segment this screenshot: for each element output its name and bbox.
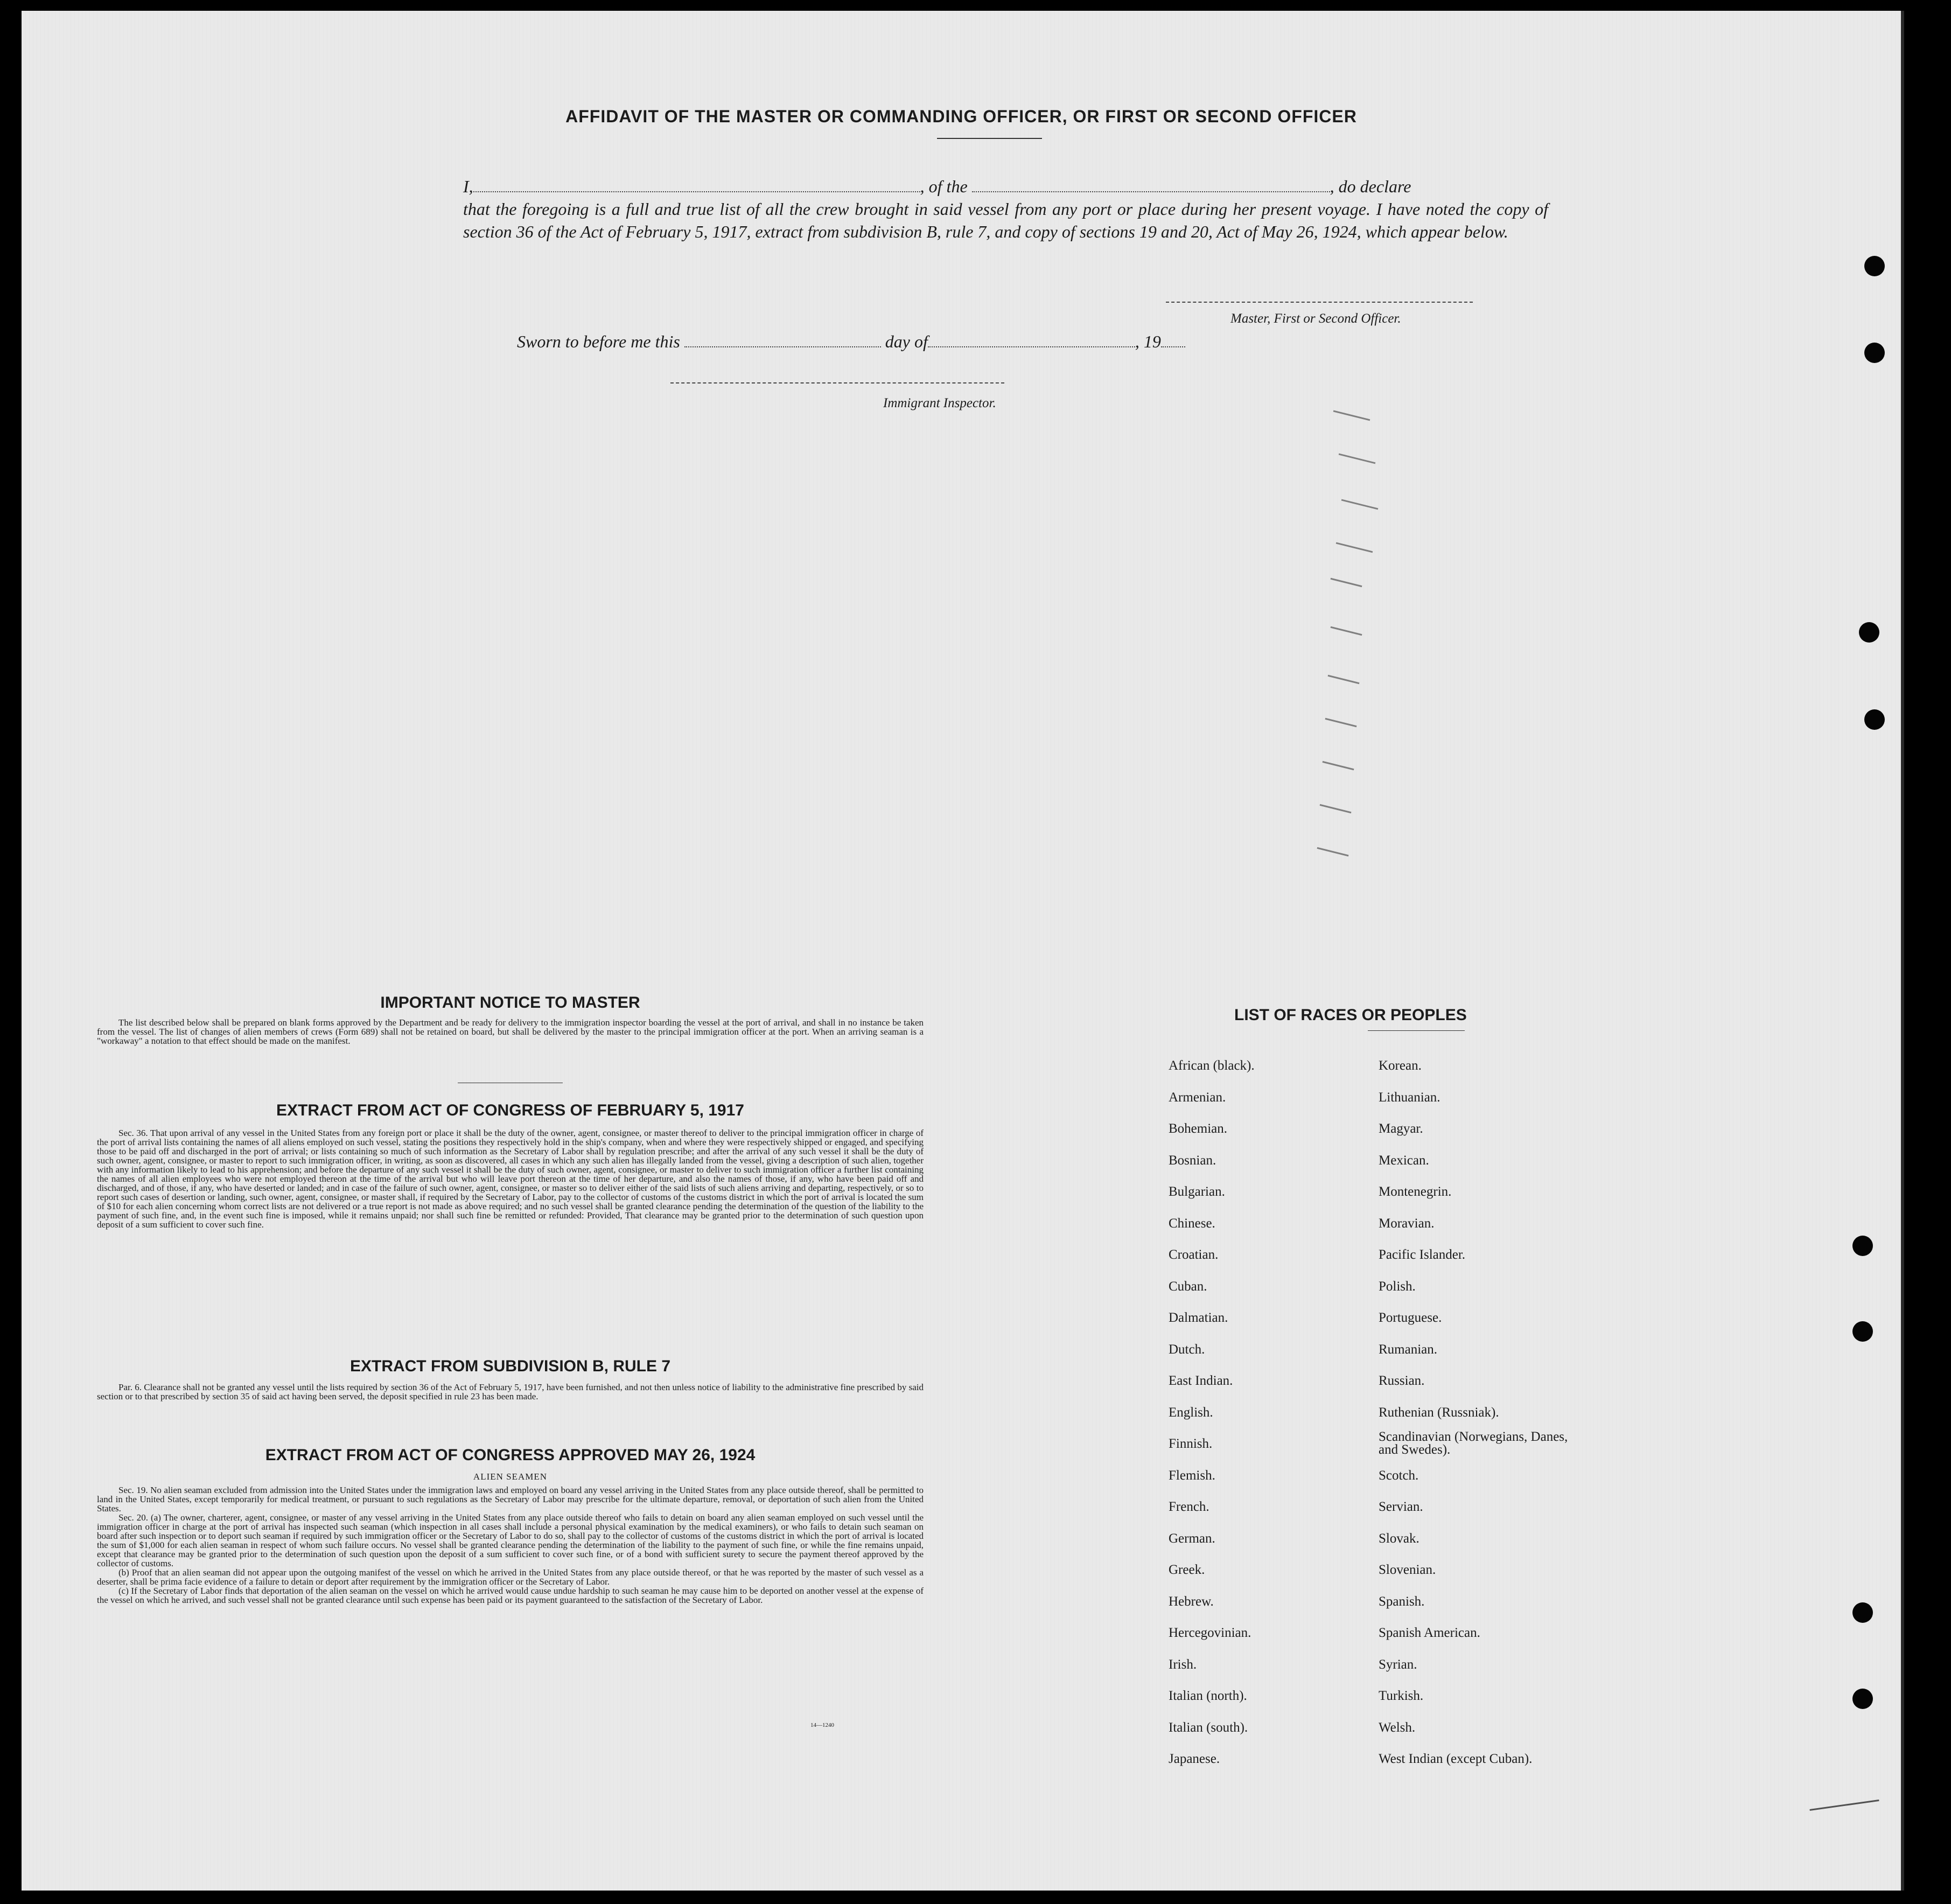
- pencil-mark: [1328, 675, 1360, 684]
- races-column-b: [1379, 1050, 1572, 1775]
- punch-hole: [1852, 1602, 1873, 1623]
- extract-rule7-title: EXTRACT FROM SUBDIVISION B, RULE 7: [349, 1357, 671, 1375]
- punch-hole: [1859, 622, 1879, 643]
- race-item: Servian.: [1379, 1500, 1423, 1514]
- pencil-mark: [1320, 804, 1352, 813]
- race-item: French.: [1169, 1500, 1209, 1514]
- pencil-mark: [1339, 454, 1376, 464]
- affidavit-i-label: I,: [463, 177, 473, 196]
- sworn-day-label: day of: [885, 332, 928, 351]
- pencil-mark: [1331, 626, 1362, 636]
- race-item: Rumanian.: [1379, 1342, 1438, 1357]
- punch-hole: [1864, 343, 1885, 363]
- race-item: Bosnian.: [1169, 1153, 1216, 1168]
- punch-hole: [1852, 1689, 1873, 1709]
- races-divider: [1368, 1030, 1465, 1031]
- race-item: African (black).: [1169, 1058, 1255, 1073]
- race-item: Chinese.: [1169, 1216, 1215, 1231]
- punch-hole: [1852, 1236, 1873, 1256]
- race-item: Italian (south).: [1169, 1720, 1248, 1735]
- race-item: German.: [1169, 1531, 1215, 1546]
- race-item: Bohemian.: [1169, 1121, 1228, 1136]
- race-item: Ruthenian (Russniak).: [1379, 1405, 1499, 1420]
- race-item: Welsh.: [1379, 1720, 1416, 1735]
- punch-hole: [1864, 709, 1885, 730]
- race-item: Irish.: [1169, 1657, 1197, 1672]
- sec-19-text: Sec. 19. No alien seaman excluded from admission into the United States under the immigration laws and employed on board any vessel arriving in the United States from any place outside thereof, shall be permitted to land in the United States, except temporarily for medical treatment, or pursuant to such regulations as the Secretary of Labor may prescribe for the ultimate departure, removal, or deportation of such alien from the United States.: [97, 1485, 924, 1514]
- pencil-mark: [1317, 847, 1349, 856]
- extract-1924-title: EXTRACT FROM ACT OF CONGRESS APPROVED MAY 26, 1924: [265, 1446, 756, 1464]
- sworn-year-blank: [1161, 346, 1185, 347]
- alien-seamen-subtitle: ALIEN SEAMEN: [473, 1471, 548, 1482]
- sworn-date-blank: [684, 346, 881, 347]
- signature-line: [1166, 302, 1473, 303]
- race-item: Scotch.: [1379, 1468, 1419, 1483]
- sworn-line: [517, 332, 1185, 352]
- race-item: Armenian.: [1169, 1090, 1226, 1105]
- race-item: Syrian.: [1379, 1657, 1417, 1672]
- form-number: 14—1240: [810, 1722, 834, 1728]
- races-column-a: [1169, 1050, 1255, 1775]
- race-item: Pacific Islander.: [1379, 1247, 1466, 1262]
- title-divider: [937, 138, 1042, 139]
- race-item: Hebrew.: [1169, 1594, 1214, 1609]
- race-item: Cuban.: [1169, 1279, 1207, 1294]
- sworn-year-label: , 19: [1135, 332, 1161, 351]
- race-item: Lithuanian.: [1379, 1090, 1440, 1105]
- race-item: English.: [1169, 1405, 1213, 1420]
- race-item: Montenegrin.: [1379, 1184, 1452, 1199]
- race-item: Slovak.: [1379, 1531, 1419, 1546]
- affidavit-first-line: [463, 175, 1548, 198]
- affidavit-of-the-label: , of the: [920, 177, 968, 196]
- pencil-mark: [1323, 761, 1354, 770]
- race-item: Croatian.: [1169, 1247, 1219, 1262]
- extract-1924-body: [97, 1485, 924, 1605]
- race-item: Bulgarian.: [1169, 1184, 1225, 1199]
- race-item: Hercegovinian.: [1169, 1626, 1251, 1640]
- race-item: Spanish American.: [1379, 1626, 1480, 1640]
- pencil-mark: [1341, 499, 1379, 510]
- extract-rule7-body: Par. 6. Clearance shall not be granted any vessel until the lists required by section 36 of the Act of February 5, 1917, have been furnished, and not then unless notice of liability to the administrative fine prescribed by said section or to that prescribed by section 35 of said act having been served, the deposit specified in rule 23 has been made.: [97, 1382, 924, 1401]
- sworn-month-blank: [928, 346, 1135, 347]
- notice-body: The list described below shall be prepared on blank forms approved by the Department and be ready for delivery to the immigration inspector boarding the vessel at the port of arrival, and shall in no instance be taken from the vessel. The list of changes of alien members of crews (Form 689) shall not be retained on board, but shall be delivered by the master to the principal immigration officer at the port. When an arriving seaman is a "workaway" a notation to that effect should be made on the manifest.: [97, 1017, 924, 1046]
- master-name-blank: [473, 191, 920, 192]
- punch-hole: [1864, 256, 1885, 276]
- race-item: Polish.: [1379, 1279, 1416, 1294]
- race-item: Flemish.: [1169, 1468, 1215, 1483]
- race-item: West Indian (except Cuban).: [1379, 1752, 1533, 1766]
- affidavit-title: AFFIDAVIT OF THE MASTER OR COMMANDING OFFICER, OR FIRST OR SECOND OFFICER: [565, 107, 1357, 126]
- race-item: Magyar.: [1379, 1121, 1423, 1136]
- race-item: Turkish.: [1379, 1689, 1424, 1703]
- affidavit-body-block: [463, 175, 1548, 243]
- race-item: Greek.: [1169, 1563, 1205, 1577]
- notice-title: IMPORTANT NOTICE TO MASTER: [380, 994, 640, 1012]
- race-item: Scandinavian (Norwegians, Danes, and Swedes).: [1379, 1429, 1568, 1457]
- race-item: Dalmatian.: [1169, 1310, 1228, 1325]
- sec-20a-text: Sec. 20. (a) The owner, charterer, agent, consignee, or master of any vessel arriving in the United States from any place outside thereof who fails to detain on board any alien seaman employed on such vessel until the immigration officer in charge at the port of arrival has inspected such seaman (which inspection in all cases shall include a personal physical examination by the medical examiners), or who fails to detain such seaman on board after such inspection or to deport such seaman if required by such immigration officer or the Secretary of Labor to do so, shall pay to the collector of customs of the customs district in which the port of arrival is located the sum of $1,000 for each alien seaman in respect of whom such failure occurs. No vessel shall be granted clearance pending the determination of the liability to the payment of such fine, or while the fine remains unpaid, except that clearance may be granted prior to the determination of such question upon the deposit of a sum sufficient to cover such fine, or of a bond with sufficient surety to secure the payment thereof approved by the collector of customs.: [97, 1512, 924, 1568]
- pencil-mark: [1809, 1800, 1879, 1811]
- race-item: Slovenian.: [1379, 1563, 1436, 1577]
- race-item: Korean.: [1379, 1058, 1422, 1073]
- race-item: Spanish.: [1379, 1594, 1425, 1609]
- race-item: Dutch.: [1169, 1342, 1205, 1357]
- sec-20c-text: (c) If the Secretary of Labor finds that deportation of the alien seaman on the vessel on which he arrived would cause undue hardship to such seaman he may cause him to be deported on another vessel at the expense of the vessel on which he arrived, and such vessel shall not be granted clearance until such expense has been paid or its payment guaranteed to the satisfaction of the Secretary of Labor.: [97, 1586, 924, 1605]
- race-item: Moravian.: [1379, 1216, 1435, 1231]
- inspector-label: Immigrant Inspector.: [883, 396, 996, 410]
- pencil-mark: [1336, 542, 1373, 553]
- extract-1917-title: EXTRACT FROM ACT OF CONGRESS OF FEBRUARY 5, 1917: [276, 1101, 744, 1119]
- manifest-sheet: [22, 11, 1904, 1891]
- race-item: Russian.: [1379, 1373, 1425, 1388]
- affidavit-declare-label: , do declare: [1330, 177, 1411, 196]
- race-item: Finnish.: [1169, 1436, 1213, 1451]
- race-item: Japanese.: [1169, 1752, 1220, 1766]
- race-item: Italian (north).: [1169, 1689, 1247, 1703]
- sec-20b-text: (b) Proof that an alien seaman did not appear upon the outgoing manifest of the vessel on which he arrived in the United States from any place outside thereof, or that he was reported by the master of such vessel as a deserter, shall be prima facie evidence of a failure to detain or deport after requirement by the immigration officer or the Secretary of Labor.: [97, 1567, 924, 1587]
- race-item: East Indian.: [1169, 1373, 1233, 1388]
- affidavit-statement: that the foregoing is a full and true list of all the crew brought in said vessel from any port or place during her present voyage. I have noted the copy of section 36 of the Act of February 5, 1917, extract from subdivision B, rule 7, and copy of sections 19 and 20, Act of May 26, 1924, which appear below.: [463, 199, 1548, 241]
- race-item: Mexican.: [1379, 1153, 1429, 1168]
- pencil-mark: [1325, 718, 1357, 727]
- punch-hole: [1852, 1321, 1873, 1342]
- pencil-mark: [1333, 410, 1370, 421]
- sworn-prefix: Sworn to before me this: [517, 332, 680, 351]
- inspector-signature-line: [670, 382, 1004, 383]
- vessel-name-blank: [972, 191, 1330, 192]
- race-item: Portuguese.: [1379, 1310, 1442, 1325]
- extract-1917-body: Sec. 36. That upon arrival of any vessel in the United States from any foreign port or place it shall be the duty of the owner, agent, consignee, or master thereof to deliver to the principal immigration officer in charge of the port of arrival lists containing the names of all aliens employed on such vessel, stating the positions they respectively hold in the ship's company, when and where they were respectively shipped or engaged, and specifying those to be paid off and discharged in the port of arrival; or lists containing so much of such information as the Secretary of Labor shall by regulation prescribe; and after the arrival of any such vessel it shall be the duty of such owner, agent, consignee, or master to report to such immigration officer, in writing, as soon as discovered, all cases in which any such alien has illegally landed from the vessel, giving a description of such alien, together with any information likely to lead to his apprehension; and before the departure of any such vessel it shall be the duty of such owner, agent, consignee, or master to deliver to such immigration officer a further list containing the names of all alien employees who were not employed thereon at the time of the arrival but who will leave port thereon at the time of her departure, and also the names of those, if any, who have been paid off and discharged, and of those, if any, who have deserted or landed; and in case of the failure of such owner, agent, consignee, or master so to deliver either of the said lists of such aliens arriving and departing, respectively, or so to report such cases of desertion or landing, such owner, agent, consignee, or master shall, if required by the Secretary of Labor, pay to the collector of customs of the customs district in which the port of arrival is located the sum of $10 for each alien concerning whom correct lists are not delivered or a true report is not made as above required; and no such vessel shall be granted clearance pending the determination of the question of the liability to the payment of such fine, and, in the event such fine is imposed, while it remains unpaid; nor shall such fine be remitted or refunded: Provided, That clearance may be granted prior to the determination of such question upon deposit of a sum sufficient to cover such fine.: [97, 1128, 924, 1230]
- races-list-title: LIST OF RACES OR PEOPLES: [1234, 1006, 1467, 1024]
- signature-label: Master, First or Second Officer.: [1230, 311, 1401, 326]
- pencil-mark: [1331, 578, 1362, 587]
